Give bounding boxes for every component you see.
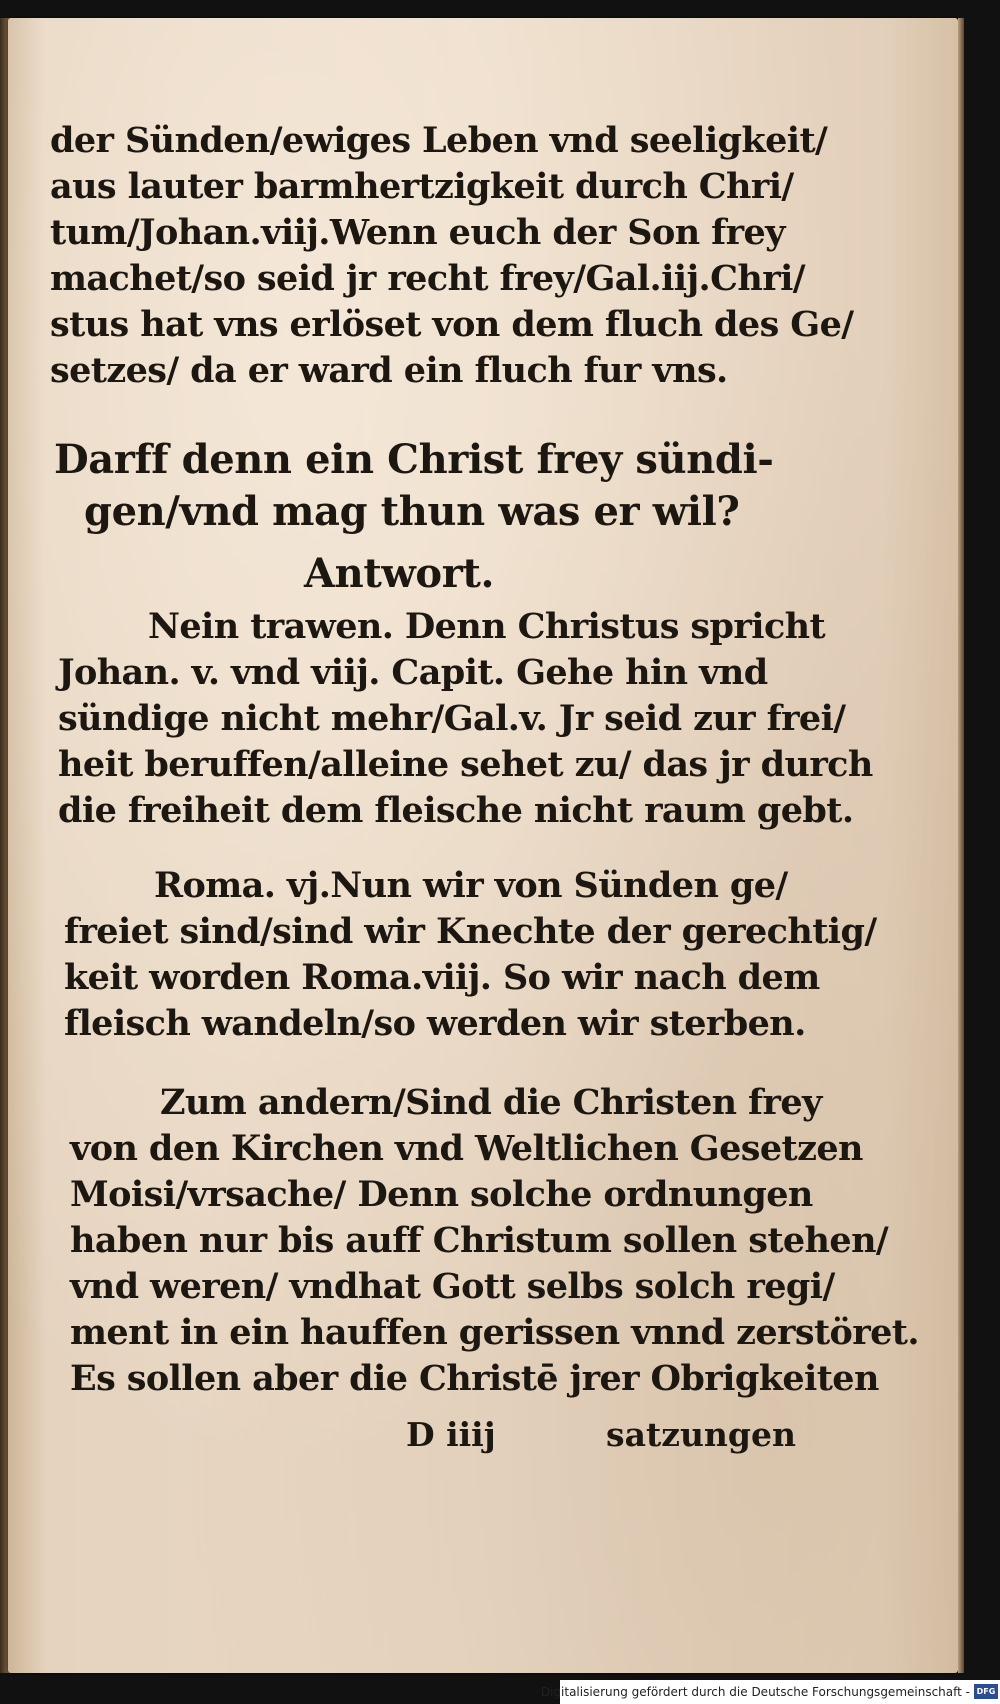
book-page <box>8 18 958 1673</box>
page-edge-shadow <box>958 18 964 1673</box>
text-line: setzes/ da er ward ein fluch fur vns. <box>50 350 728 391</box>
text-line: stus hat vns erlöset von dem fluch des Ge/ <box>50 304 854 345</box>
text-line: der Sünden/ewiges Leben vnd seeligkeit/ <box>50 120 828 161</box>
text-line: Moisi/vrsache/ Denn solche ordnungen <box>70 1174 813 1215</box>
paragraph-4 <box>70 1080 919 1402</box>
catchword: satzungen <box>606 1415 796 1454</box>
paragraph-3 <box>64 863 877 1047</box>
text-line: vnd weren/ vndhat Gott selbs solch regi/ <box>70 1266 835 1307</box>
credit-text: Digitalisierung gefördert durch die Deutsche Forschungsgemeinschaft - <box>540 1685 970 1699</box>
digitization-credit-bar <box>540 1680 1000 1704</box>
text-line: heit beruffen/alleine sehet zu/ das jr durch <box>58 744 873 785</box>
text-line: Roma. vj.Nun wir von Sünden ge/ <box>154 865 788 906</box>
text-line: die freiheit dem fleische nicht raum gebt. <box>58 790 854 831</box>
text-line: sündige nicht mehr/Gal.v. Jr seid zur frei/ <box>58 698 846 739</box>
dfg-logo: DFG <box>974 1684 998 1699</box>
paragraph-2 <box>58 604 873 834</box>
text-line: machet/so seid jr recht frey/Gal.iij.Chri/ <box>50 258 805 299</box>
text-line: haben nur bis auff Christum sollen stehen/ <box>70 1220 889 1261</box>
text-line: Johan. v. vnd viij. Capit. Gehe hin vnd <box>58 652 768 693</box>
text-line: aus lauter barmhertzigkeit durch Chri/ <box>50 166 794 207</box>
text-line: Nein trawen. Denn Christus spricht <box>148 606 826 647</box>
heading-line: Darff denn ein Christ frey sündi- <box>54 436 774 483</box>
signature-mark: D iiij <box>406 1415 496 1454</box>
heading-line: gen/vnd mag thun was er wil? <box>84 488 740 535</box>
question-heading <box>54 434 773 538</box>
paragraph-1 <box>50 118 853 394</box>
text-line: Zum andern/Sind die Christen frey <box>160 1082 822 1123</box>
answer-title: Antwort. <box>304 550 494 597</box>
text-line: von den Kirchen vnd Weltlichen Gesetzen <box>70 1128 863 1169</box>
text-line: ment in ein hauffen gerissen vnnd zerstöret. <box>70 1312 919 1353</box>
text-line: Es sollen aber die Christē jrer Obrigkeiten <box>70 1358 879 1399</box>
text-line: tum/Johan.viij.Wenn euch der Son frey <box>50 212 785 253</box>
answer-heading <box>304 548 494 600</box>
text-line: fleisch wandeln/so werden wir sterben. <box>64 1003 806 1044</box>
text-line: freiet sind/sind wir Knechte der gerechtig/ <box>64 911 877 952</box>
text-line: keit worden Roma.viij. So wir nach dem <box>64 957 820 998</box>
